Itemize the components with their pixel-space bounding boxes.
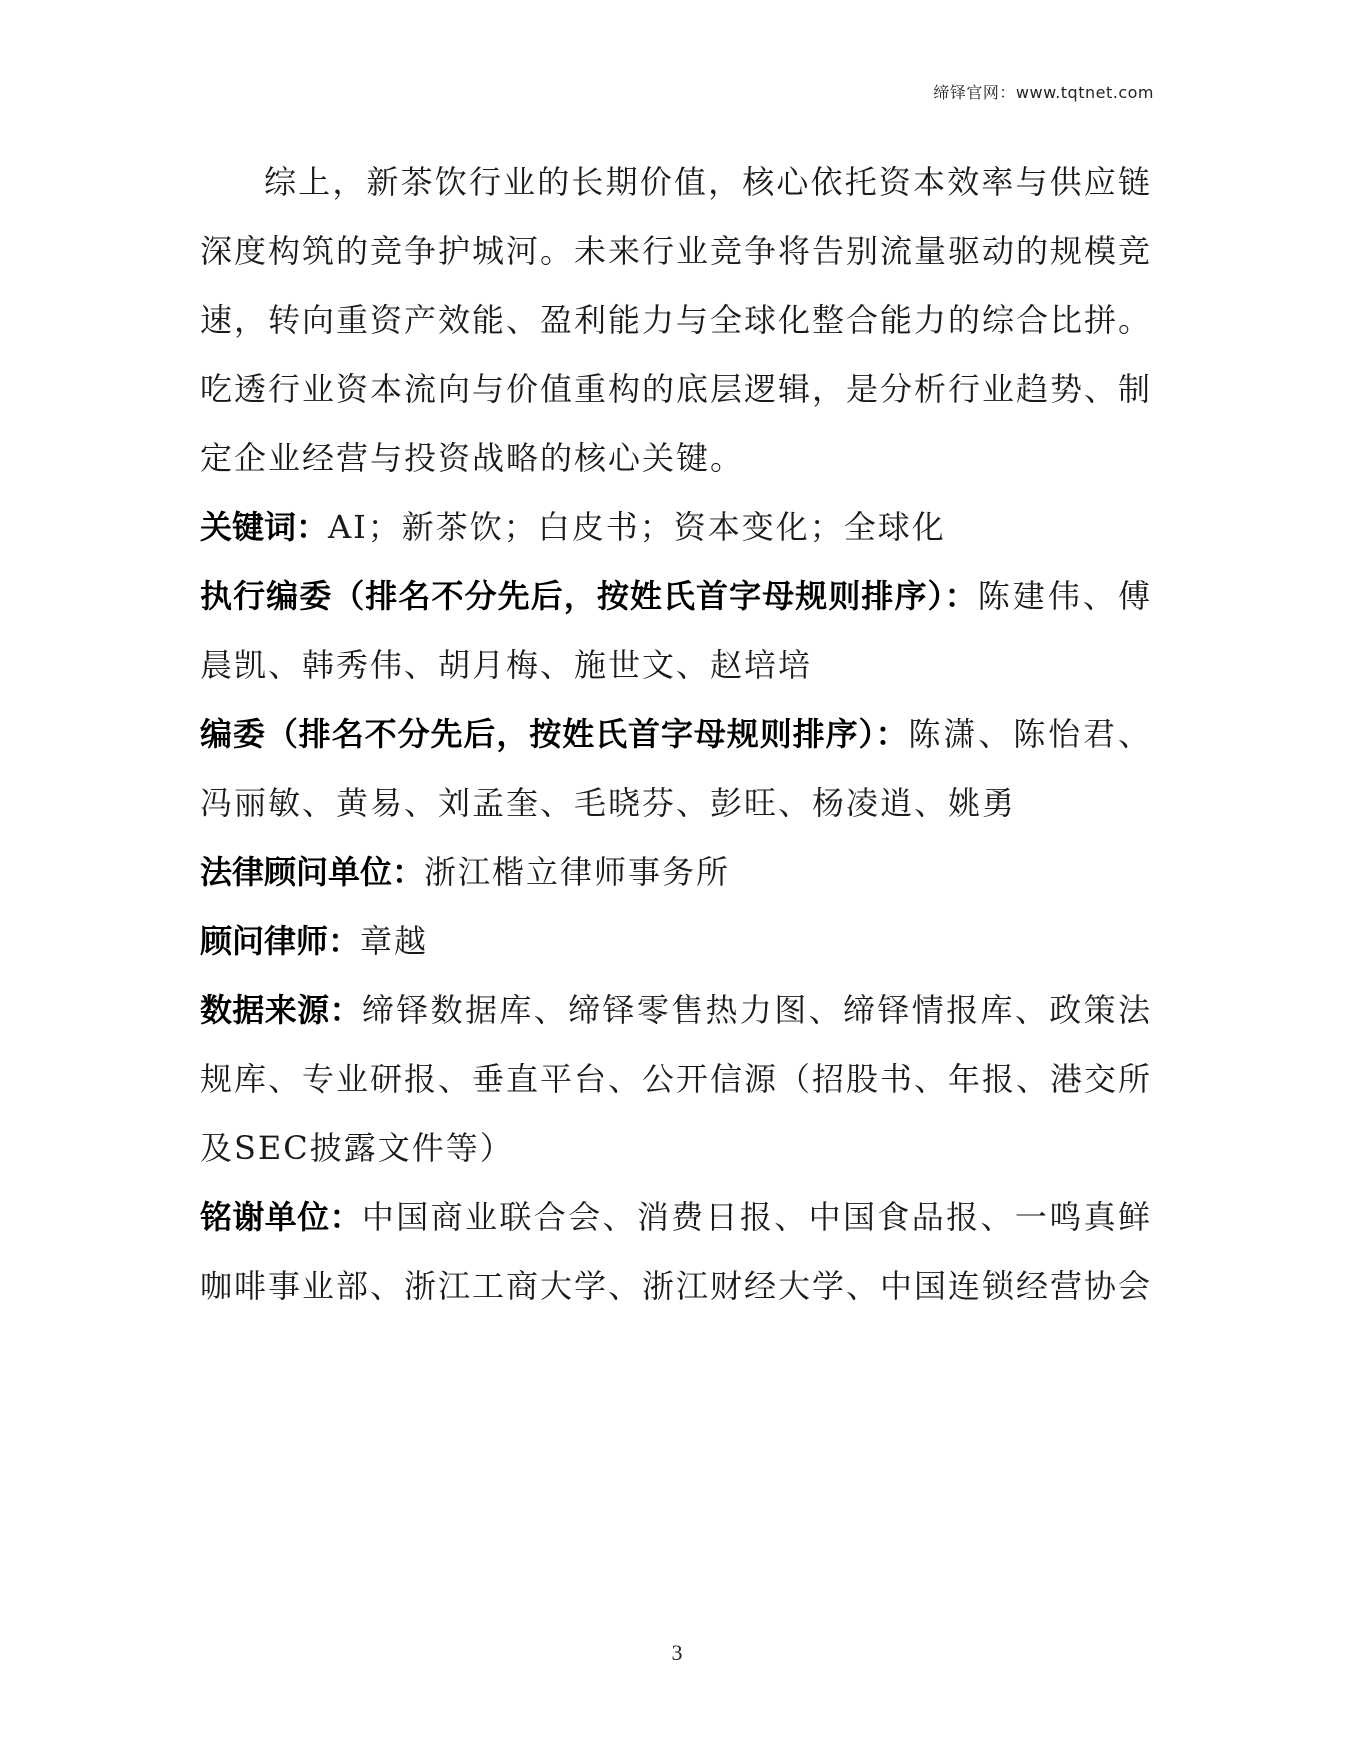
legal-counsel-field	[200, 838, 1152, 907]
executive-editors-field	[200, 562, 1152, 700]
field-value: 中国商业联合会、消费日报、中国食品报、一鸣真鲜咖啡事业部、浙江工商大学、浙江财经大学、中国连锁经营协会	[200, 1198, 1153, 1305]
acknowledgements-field	[200, 1183, 1152, 1321]
field-label: 数据来源：	[200, 991, 362, 1029]
page-number: 3	[671, 1640, 683, 1665]
keywords-field	[200, 493, 1152, 562]
field-label: 铭谢单位：	[200, 1198, 362, 1236]
document-body	[200, 148, 1152, 1321]
field-value: 陈潇、陈怡君、冯丽敏、黄易、刘孟奎、毛晓芬、彭旺、杨凌逍、姚勇	[200, 715, 1152, 822]
field-label: 编委（排名不分先后，按姓氏首字母规则排序）：	[200, 715, 909, 753]
summary-paragraph: 综上，新茶饮行业的长期价值，核心依托资本效率与供应链深度构筑的竞争护城河。未来行业竞争将告别流量驱动的规模竞速，转向重资产效能、盈利能力与全球化整合能力的综合比拼。吃透行业资本流向与价值重构的底层逻辑，是分析行业趋势、制定企业经营与投资战略的核心关键。	[200, 163, 1153, 477]
page-header	[933, 80, 1154, 103]
field-value: 章越	[360, 922, 429, 960]
counsel-lawyer-field	[200, 907, 1152, 976]
field-label: 关键词：	[200, 508, 329, 546]
field-value: 陈建伟、傅晨凯、韩秀伟、胡月梅、施世文、赵培培	[200, 577, 1152, 684]
field-value: 浙江楷立律师事务所	[424, 853, 731, 891]
field-label: 执行编委（排名不分先后，按姓氏首字母规则排序）：	[200, 577, 978, 615]
field-label: 法律顾问单位：	[200, 853, 425, 891]
field-value: AI；新茶饮；白皮书；资本变化；全球化	[328, 508, 946, 546]
field-value: 缔铎数据库、缔铎零售热力图、缔铎情报库、政策法规库、专业研报、垂直平台、公开信源（招股书、年报、港交所及SEC披露文件等）	[200, 991, 1153, 1167]
field-label: 顾问律师：	[200, 922, 361, 960]
data-sources-field	[200, 976, 1152, 1183]
site-label: 缔铎官网：	[933, 83, 1016, 102]
site-url: www.tqtnet.com	[1015, 83, 1154, 102]
editors-field	[200, 700, 1152, 838]
